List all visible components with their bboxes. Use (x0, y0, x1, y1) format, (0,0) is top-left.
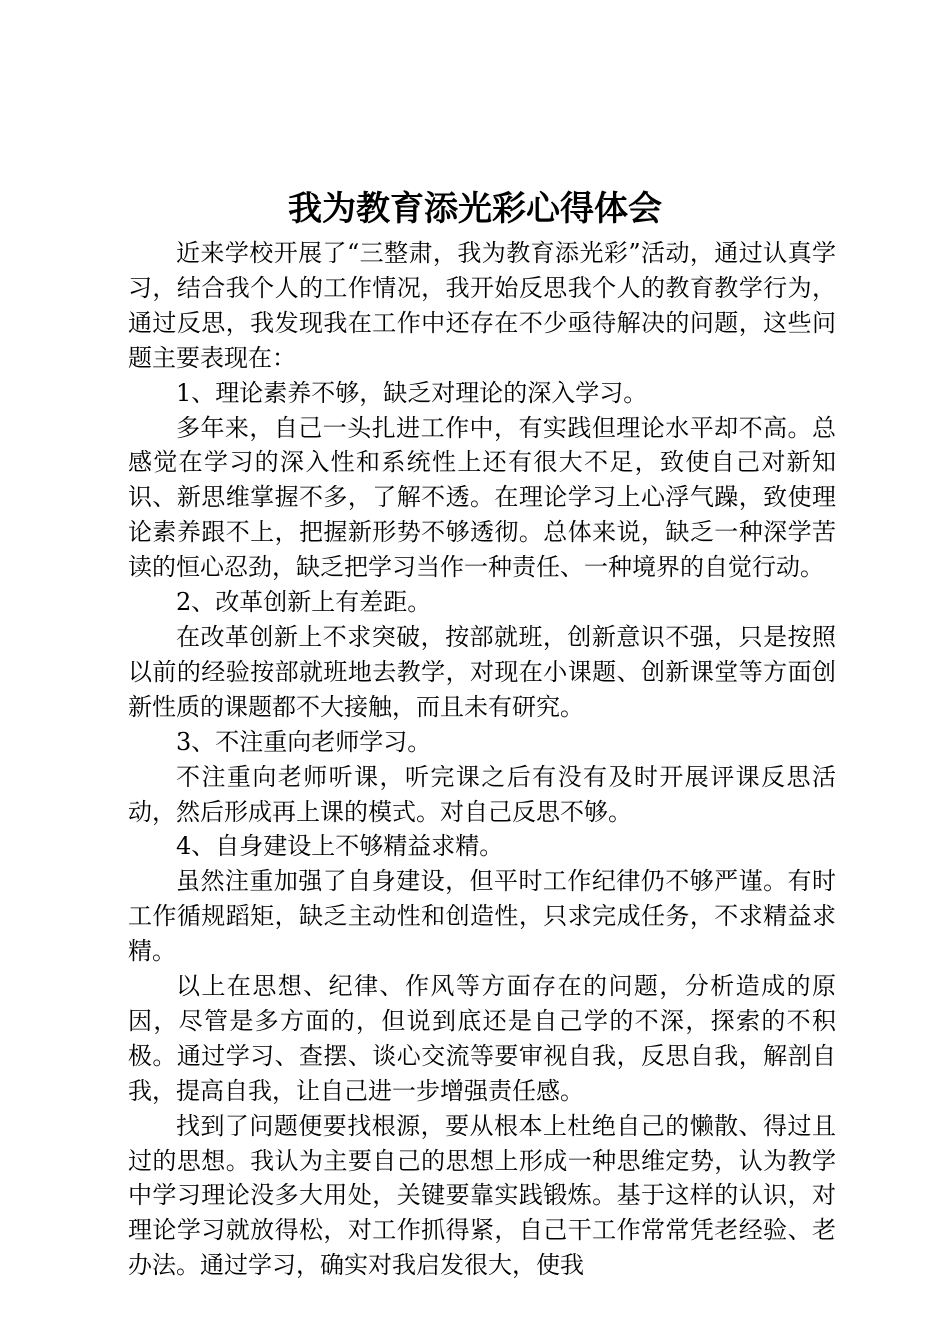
paragraph-intro: 近来学校开展了“三整肃，我为教育添光彩”活动，通过认真学习，结合我个人的工作情况，我开始反思我个人的教育教学行为，通过反思，我发现我在工作中还存在不少亟待解决的问题，这些问题主要表现在： (128, 239, 836, 372)
paragraph-root-cause: 找到了问题便要找根源，要从根本上杜绝自己的懒散、得过且过的思想。我认为主要自己的思想上形成一种思维定势，认为教学中学习理论没多大用处，关键要靠实践锻炼。基于这样的认识，对理论学习就放得松，对工作抓得紧，自己干工作常常凭老经验、老办法。通过学习，确实对我启发很大，使我 (128, 1111, 836, 1280)
paragraph-item-4: 虽然注重加强了自身建设，但平时工作纪律仍不够严谨。有时工作循规蹈矩，缺乏主动性和创造性，只求完成任务，不求精益求精。 (128, 867, 836, 966)
paragraph-item-2: 在改革创新上不求突破，按部就班，创新意识不强，只是按照以前的经验按部就班地去教学，对现在小课题、创新课堂等方面创新性质的课题都不大接触，而且未有研究。 (128, 622, 836, 721)
heading-item-2: 2、改革创新上有差距。 (176, 588, 432, 617)
document-body (128, 236, 836, 1283)
heading-item-4: 4、自身建设上不够精益求精。 (176, 832, 504, 861)
paragraph-analysis: 以上在思想、纪律、作风等方面存在的问题，分析造成的原因，尽管是多方面的，但说到底还是自己学的不深，探索的不积极。通过学习、查摆、谈心交流等要审视自我，反思自我，解剖自我，提高自我，让自己进一步增强责任感。 (128, 972, 836, 1105)
document-title: 我为教育添光彩心得体会 (288, 189, 662, 229)
paragraph-item-1: 多年来，自己一头扎进工作中，有实践但理论水平却不高。总感觉在学习的深入性和系统性上还有很大不足，致使自己对新知识、新思维掌握不多，了解不透。在理论学习上心浮气躁，致使理论素养跟不上，把握新形势不够透彻。总体来说，缺乏一种深学苦读的恒心忍劲，缺乏把学习当作一种责任、一种境界的自觉行动。 (128, 413, 836, 582)
heading-item-1: 1、理论素养不够，缺乏对理论的深入学习。 (176, 378, 648, 407)
paragraph-item-3: 不注重向老师听课，听完课之后有没有及时开展评课反思活动，然后形成再上课的模式。对自己反思不够。 (128, 762, 836, 826)
heading-item-3: 3、不注重向老师学习。 (176, 727, 432, 756)
